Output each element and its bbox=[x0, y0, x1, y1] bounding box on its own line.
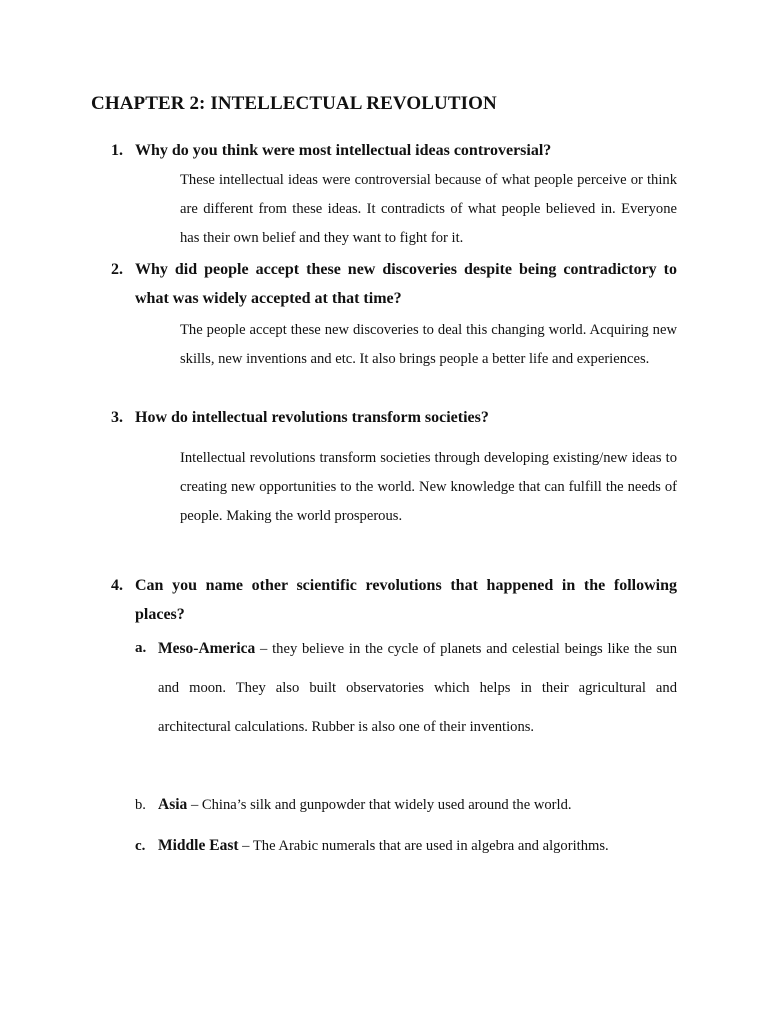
item-text: The Arabic numerals that are used in algebra and algorithms. bbox=[252, 838, 609, 854]
place-name: Asia bbox=[158, 796, 188, 813]
list-item-label: b. bbox=[135, 797, 146, 813]
question-number: 4. bbox=[111, 577, 123, 594]
question-text: Why did people accept these new discoveries despite being contradictory to what was widely accepted at that time? bbox=[135, 261, 677, 307]
answer-text: These intellectual ideas were controversial because of what people perceive or think are different from these ideas. It contradicts of what people believed in. Everyone has their own belief and they want to fight for it. bbox=[180, 172, 677, 246]
list-item-label: a. bbox=[135, 640, 147, 656]
answer-text: Intellectual revolutions transform societies through developing existing/new ideas to creating new opportunities to the world. New knowledge that can fulfill the needs of people. Making the world prosperous. bbox=[180, 450, 677, 524]
place-name: Middle East bbox=[158, 837, 239, 854]
place-name: Meso-America bbox=[158, 640, 256, 657]
question-number: 1. bbox=[111, 142, 123, 159]
item-text: China’s silk and gunpowder that widely used around the world. bbox=[201, 797, 572, 813]
question-number: 3. bbox=[111, 409, 123, 426]
list-item bbox=[158, 826, 677, 866]
separator: – bbox=[187, 797, 202, 813]
question-text: How do intellectual revolutions transform societies? bbox=[135, 409, 489, 426]
chapter-title: CHAPTER 2: INTELLECTUAL REVOLUTION bbox=[91, 93, 497, 114]
list-item-label: c. bbox=[135, 838, 146, 854]
list-item bbox=[158, 629, 677, 747]
question-number: 2. bbox=[111, 261, 123, 278]
separator: – bbox=[238, 838, 253, 854]
question-text: Can you name other scientific revolutions that happened in the following places? bbox=[135, 577, 677, 623]
answer-text: The people accept these new discoveries to deal this changing world. Acquiring new skills, new inventions and etc. It also brings people a better life and experiences. bbox=[180, 322, 677, 367]
question-text: Why do you think were most intellectual ideas controversial? bbox=[135, 142, 552, 159]
list-item bbox=[158, 785, 677, 825]
item-text: they believe in the cycle of planets and celestial beings like the sun and moon. They also built observatories which helps in their agricultural and architectural calculations. Rubber is also one of their inventions. bbox=[158, 641, 678, 735]
separator: – bbox=[255, 641, 273, 657]
